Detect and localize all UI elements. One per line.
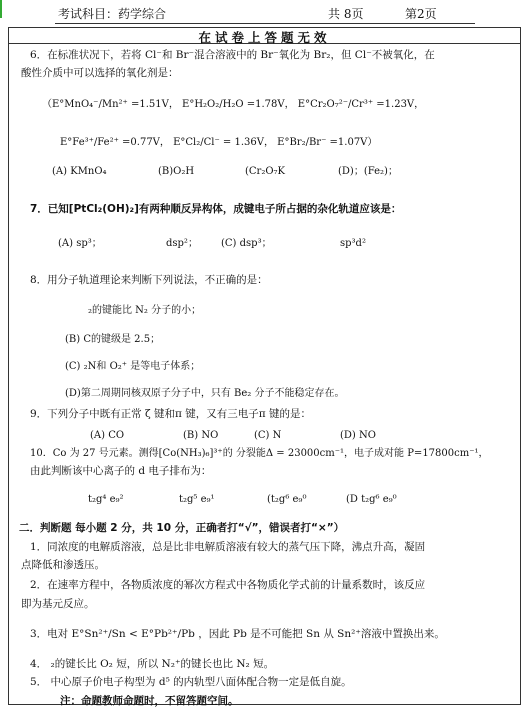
q8-option-b: (B) C的键级是 2.5； — [65, 334, 161, 345]
q10-stem-line2: 由此判断该中心离子的 d 电子排布为： — [30, 465, 212, 477]
q6-option-b: (B)O₂H — [158, 166, 195, 177]
q6-option-a: (A) KMnO₄ — [52, 166, 107, 177]
q7-option-c: (C) dsp³； — [221, 238, 272, 249]
q6-potentials-line2: E°Fe³⁺/Fe²⁺ =0.77V， E°Cl₂/Cl⁻ = 1.36V， E°Br₂/Br⁻ =1.07V） — [60, 137, 378, 148]
q9-stem: 9．下列分子中既有正常 ζ 键和π 键，又有三电子π 键的是： — [30, 408, 312, 420]
q10-option-a: t₂g⁴ e₉² — [88, 494, 124, 505]
q6-option-c: (Cr₂O₇K — [245, 166, 286, 177]
total-pages: 共 8页 — [328, 7, 364, 21]
q8-option-d: (D)第二周期同核双原子分子中，只有 Be₂ 分子不能稳定存在。 — [65, 388, 345, 399]
q7-option-b: dsp²； — [166, 238, 198, 249]
q7-option-a: (A) sp³； — [58, 238, 102, 249]
q6-option-d: (D)；(Fe₂)； — [338, 166, 398, 177]
q8-option-a: ₂的键能比 N₂ 分子的小； — [88, 305, 202, 316]
q7-stem: 7．已知[PtCl₂(OH)₂]有两种顺反异构体，成键电子所占据的杂化轨道应该是： — [30, 203, 402, 215]
part2-title: 二．判断题 每小题 2 分，共 10 分，正确者打“√”，错误者打“×”） — [19, 522, 345, 534]
q8-stem: 8．用分子轨道理论来判断下列说法，不正确的是： — [30, 274, 268, 286]
q6-potentials-line1: （E°MnO₄⁻/Mn²⁺ =1.51V， E°H₂O₂/H₂O =1.78V， E°Cr₂O₇²⁻/Cr³⁺ =1.23V， — [42, 99, 425, 110]
header-rule — [55, 23, 475, 24]
q10-stem-line1: 10．Co 为 27 号元素。测得[Co(NH₃)₆]³⁺的 分裂能Δ = 23000cm⁻¹，电子成对能 P=17800cm⁻¹， — [30, 448, 489, 459]
judge-item-2-line2: 即为基元反应。 — [21, 598, 95, 610]
q10-option-d: (D t₂g⁶ e₉⁰ — [346, 494, 397, 505]
page-number: 第2页 — [405, 7, 437, 21]
judge-item-2-line1: 2．在速率方程中，各物质浓度的幂次方程式中各物质化学式前的计量系数时，该反应 — [30, 579, 426, 591]
q9-option-c: (C) N — [254, 430, 282, 441]
q9-option-a: (A) CO — [90, 430, 125, 441]
q6-stem-line2: 酸性介质中可以选择的氧化剂是： — [21, 67, 179, 79]
footer-note: 注：命题教师命题时，不留答题空间。 — [60, 695, 239, 707]
judge-item-4: 4． ₂的键长比 O₂ 短，所以 N₂⁺的键长也比 N₂ 短。 — [30, 658, 275, 670]
judge-item-3: 3．电对 E°Sn²⁺/Sn < E°Pb²⁺/Pb ，因此 Pb 是不可能把 Sn 从 Sn²⁺溶液中置换出来。 — [30, 628, 445, 640]
exam-subject: 考试科目：药学综合 — [58, 7, 167, 21]
judge-item-1-line1: 1．同浓度的电解质溶液，总是比非电解质溶液有较大的蒸气压下降，沸点升高，凝固 — [30, 541, 426, 553]
judge-item-1-line2: 点降低和渗透压。 — [21, 559, 105, 571]
judge-item-5: 5． 中心原子价电子构型为 d⁵ 的内轨型八面体配合物一定是低自旋。 — [30, 676, 352, 688]
q7-option-d: sp³d² — [340, 238, 366, 249]
q9-option-d: (D) NO — [340, 430, 376, 441]
corner-mark — [0, 0, 11, 18]
q6-stem-line1: 6．在标准状况下，若将 Cl⁻和 Br⁻混合溶液中的 Br⁻氧化为 Br₂，但 Cl⁻不被氧化，在 — [30, 49, 435, 61]
banner — [8, 27, 521, 44]
q8-option-c: (C) ₂N和 O₂⁺ 是等电子体系； — [65, 361, 201, 372]
banner-title: 在试卷上答题无效 — [198, 30, 331, 45]
q10-option-c: (t₂g⁶ e₉⁰ — [267, 494, 307, 505]
q9-option-b: (B) NO — [183, 430, 219, 441]
q10-option-b: t₂g⁵ e₉¹ — [179, 494, 215, 505]
